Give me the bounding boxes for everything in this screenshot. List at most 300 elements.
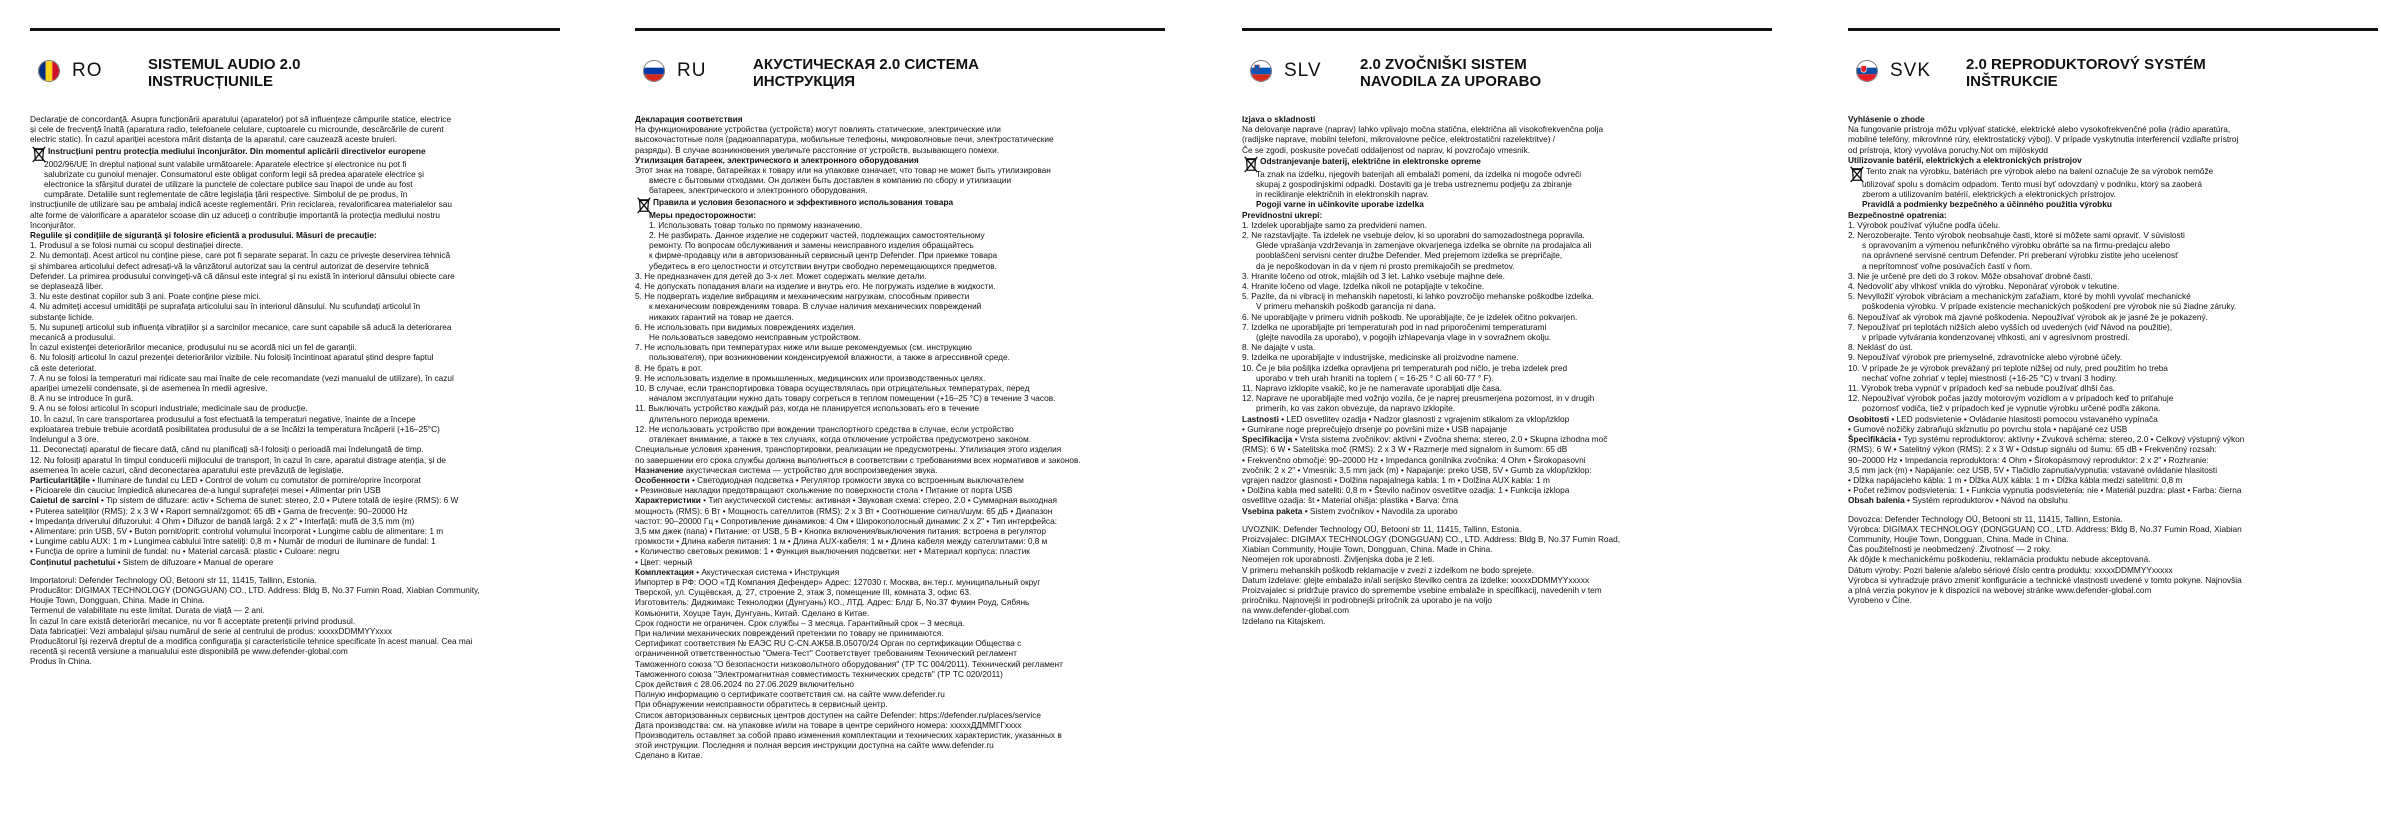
text-line [1848,544,2378,554]
line-text: Сертификат соответствия № ЕАЭС RU C-CN.АЖ58.В.05070/24 Орган по сертификации Общества с [635,638,1022,649]
text-line [635,124,1165,134]
text-line [30,373,560,383]
line-text: înconjurător. [30,219,76,230]
text-line [1848,114,2378,124]
line-text: Срок действия с 28.06.2024 по 27.06.2029 включительно [635,678,854,689]
text-line [30,301,560,311]
line-text: 2. Ne razstavljajte. Ta izdelek ne vsebuje delov, ki so uporabni do samozadostnega popravila. [1242,230,1585,241]
line-text: 7. Izdelka ne uporabljajte pri temperaturah pod in nad priporočenimi temperaturami [1242,321,1547,332]
text-line [635,546,1165,556]
text-line [635,155,1165,165]
text-line [1848,281,2378,291]
text-line [30,444,560,454]
line-text: 8. Не брать в рот. [635,362,703,373]
text-line [635,383,1165,393]
text-line [1848,524,2378,534]
column-header [1242,42,1772,92]
text-line [1242,465,1772,475]
line-text: Osobitosti • LED podsvietenie • Ovládanie hlasitosti pomocou vstavaného vypínača [1848,413,2158,424]
line-text: Срок годности не ограничен. Срок службы – 3 месяца. Гарантийный срок – 3 месяца. [635,617,965,628]
line-text: 10. V prípade že je výrobok prevážaný pri teplote nižšej od nuly, pred použitím ho treba [1848,362,2168,373]
line-text: Список авторизованных сервисных центров доступен на сайте Defender: https://defender.ru/places/service [635,709,1041,720]
line-text: 7. Не использовать при температурах ниже или выше рекомендуемых (см. инструкцию [635,342,972,353]
text-line [1242,444,1772,454]
top-rule [635,28,1165,31]
text-line [1848,373,2378,383]
line-text: 5. Nevylložiť výrobok vibráciam a mechanickým zaťažiam, ktoré by mohli vyvolať mechanické [1848,291,2191,302]
line-text: 1. Produsul a se folosi numai cu scopul destinației directe. [30,240,244,251]
text-line [635,414,1165,424]
text-line [1242,363,1772,373]
line-text: Vsebina paketa • Sistem zvočnikov • Navodila za uporabo [1242,505,1458,516]
line-text: În cazul existenței deteriorărilor mecanice, produsului nu se acordă nici un fel de garanții. [30,342,357,353]
line-text: вместе с бытовыми отходами. Он должен быть доставлен в компанию по сбору и утилизации [649,175,1012,186]
text-line [635,332,1165,342]
text-line [1848,179,2378,189]
text-line [30,585,560,595]
text-line [1848,455,2378,465]
text-line [635,669,1165,679]
text-line [635,322,1165,332]
line-text: Špecifikácia • Typ systému reproduktorov: aktívny • Zvuková schéma: stereo, 2.0 • Celkový výstupný výkon [1848,434,2245,445]
line-text: recentă și recentă versiune a manualului este disponibilă pe www.defender-global.com [30,646,348,657]
line-text: • Picioarele din cauciuc împiedică alunecarea de-a lungul suprafeței mesei • Alimentar prin USB [30,485,381,496]
line-text: că este deteriorat. [30,362,97,373]
line-text: Vyhlásenie o zhode [1848,114,1925,124]
top-rule [1848,28,2378,31]
line-text: Назначение акустическая система — устройство для воспроизведения звука. [635,464,938,475]
text-line [1242,199,1772,209]
text-line [1848,434,2378,444]
line-text: 12. Nepoužívať výrobok počas jazdy motorovým vozidlom a v prípadoch keď to priťahuje [1848,393,2174,404]
line-text: Izdelano na Kitajskem. [1242,615,1326,626]
text-line [1242,605,1772,615]
line-text: Ta znak na izdelku, njegovih baterijah ali embalaži pomeni, da izdelka ni mogoče odvreči [1256,168,1582,179]
slovenia-flag-icon [1250,60,1272,82]
text-line [1848,495,2378,505]
line-text: • Цвет: черный [635,556,693,567]
text-line [635,271,1165,281]
weee-bin-icon [1848,165,1862,179]
text-line [1242,595,1772,605]
title-line-1: АКУСТИЧЕСКАЯ 2.0 СИСТЕМА [753,56,979,73]
text-line [30,595,560,605]
text-line [30,145,560,159]
line-text: Declarație de concordanță. Asupra funcționării aparatului (aparatelor) pot să influențeze câmpurile statice, electrice [30,114,452,124]
line-text: se deplasează liber. [30,281,104,292]
line-text: Ak dôjde k mechanickému poškodeniu, reklamácia produktu nebude akceptovaná. [1848,554,2151,565]
line-text: Тверской, ул. Сущёвская, д. 27, строение 2, этаж 3, помещение III, комната 3, офис 63. [635,587,972,598]
weee-bin-icon [1242,155,1256,169]
line-text: Особенности • Светодиодная подсветка • Регулятор громкости звука со встроенным выключателем [635,474,1024,485]
text-line [30,575,560,585]
line-text: • Gumirane noge preprečujejo drsenje po površini mize • USB napajanje [1242,423,1508,434]
column-body [1848,114,2378,605]
line-text: 10. В случае, если транспортировка товара осуществлялась при отрицательных температурах, перед [635,383,1030,394]
text-line [635,281,1165,291]
line-text: этой инструкции. Последняя и полная версия инструкции доступна на сайте www.defender.ru [635,740,994,751]
line-text: При наличии механических повреждений претензии по товару не принимаются. [635,627,944,638]
text-line [635,373,1165,383]
weee-bin-icon [635,196,649,210]
text-line [30,189,560,199]
text-line [635,185,1165,195]
line-text: • Alimentare: prin USB, 5V • Buton pornit/oprit: controlul volumului încorporat • Lungime cablu de alimentare: 1 m [30,525,444,536]
line-text: • Резиновые накладки предотвращают скольжение по поверхности стола • Питание от порта USB [635,485,1013,496]
line-text: substanțe lichide. [30,311,95,322]
line-text: V primeru mehanskih poškodb garancija ni dana. [1256,301,1436,312]
line-text: началом эксплуатации нужно дать товару согреться в теплом помещении (+16–25 °С) в течение 3 часов. [649,393,1056,404]
line-text: a neprítomnosť voľne posúvačích častí v ňom. [1862,260,2033,271]
line-text: Particularitățile • Iluminare de fundal cu LED • Control de volum cu comutator de pornire/oprire încorporat [30,474,421,485]
line-text: 11. Выключать устройство каждый раз, когда не планируется использовать его в течение [635,403,980,414]
text-line [635,730,1165,740]
line-text: 10. În cazul, în care transportarea produsului a fost efectuată la temperaturi negative, înainte de a începe [30,413,416,424]
text-line [1848,271,2378,281]
text-line [1848,220,2378,230]
text-line [635,393,1165,403]
text-line [635,291,1165,301]
line-text: Pravidlá a podmienky bezpečného a účinného použitia výrobku [1862,199,2112,210]
text-line [1848,145,2378,155]
text-line [30,332,560,342]
line-text: Producătorul își rezervă dreptul de a modifica configurația și caracteristicile tehnice specificate în acest manual. Cea mai [30,635,473,646]
text-line [30,342,560,352]
text-line [30,230,560,240]
title-line-1: 2.0 REPRODUKTOROVÝ SYSTÉM [1966,56,2206,73]
text-line [30,363,560,373]
line-text: 8. Neklásť do úst. [1848,342,1913,353]
line-text: Termenul de valabilitate nu este limitat. Durata de viață — 2 ani. [30,605,265,616]
line-text: Na delovanje naprave (naprav) lahko vplivajo močna statična, električna ali visokofrekvenčna polja [1242,124,1604,135]
text-line [635,587,1165,597]
text-line [1848,312,2378,322]
language-code: RU [677,60,707,81]
text-line [1242,575,1772,585]
text-line [30,526,560,536]
text-line [635,196,1165,210]
spacer [1242,516,1772,524]
line-text: • Frekvenčno območje: 90–20000 Hz • Impedanca gonilnika zvočnika: 4 Ohm • Širokopasovni [1242,454,1586,465]
text-line [635,240,1165,250]
line-text: na www.defender-global.com [1242,605,1349,616]
line-text: Не пользоваться заведомо неисправным устройством. [649,332,861,343]
line-text: Vyrobeno v Číne. [1848,595,1912,606]
line-text: Izjava o skladnosti [1242,114,1316,124]
line-text: Декларация соответствия [635,114,743,124]
text-line [30,626,560,636]
text-line [635,495,1165,505]
text-line [635,455,1165,465]
top-rule [30,28,560,31]
line-text: 7. A nu se folosi la temperaturi mai ridicate sau mai înalte de cele recomandate (vezi manualul de utilizare), în cazul [30,372,454,383]
column-svk [1848,28,2378,833]
line-text: Instrucțiuni pentru protecția mediului înconjurător. Din momentul aplicării directivelor europene [48,145,426,156]
line-text: Дата производства: см. на упаковке и/или на товаре в центре серийного номера: xxxxxДДММГГxxxx [635,719,1022,730]
line-text: • Gumové nožičky zabraňujú skĺznutiu po povrchu stola • napájané cez USB [1848,423,2128,434]
text-line [1242,291,1772,301]
line-text: zberom a utilizovaním batérií, elektrických a elektronických prístrojov. [1862,189,2116,200]
line-text: 1. Výrobok používať výlučne podľa účelu. [1848,219,2001,230]
text-line [1242,434,1772,444]
line-text: 6. Ne uporabljajte v primeru vidnih poškodb. Ne uporabljajte, če je izdelek očitno pokvarjen. [1242,311,1578,322]
line-text: Čas použiteľnosti je neobmedzený. Životnosť — 2 roky. [1848,544,2052,555]
text-line [635,403,1165,413]
line-text: Tento znak na výrobku, batériách pre výrobok alebo na balení označuje že sa výrobok nemôže [1866,166,2214,177]
line-text: da je nepoškodovan in da v njem ni prosto premikajočih se predmetov. [1256,260,1515,271]
text-line [635,465,1165,475]
line-text: Výrobca: DIGIMAX TECHNOLOGY (DONGGUAN) CO., LTD. Address: Bldg B, No.37 Fumin Road, Xiabian [1848,523,2242,534]
text-line [30,536,560,546]
line-text: Lastnosti • LED osvetlitev ozadja • Nadzor glasnosti z vgrajenim stikalom za vklop/izklop [1242,413,1570,424]
text-line [1848,210,2378,220]
line-text: 2. Nerozoberajte. Tento výrobok neobsahuje časti, ktoré si môžete sami opraviť. V súvislosti [1848,230,2185,241]
text-line [30,475,560,485]
text-line [30,124,560,134]
line-text: (glejte navodila za uporabo), v pogojih izhlapevanja vlage in v sovražnem okolju. [1256,332,1552,343]
line-text: asemenea în acele cazuri, când deconectarea aparatului este prevăzută de legislație. [30,464,344,475]
text-line [30,434,560,444]
line-text: батареек, электрического и электронного оборудования. [649,185,868,196]
line-text: v prípade vytvárania kondenzovanej vlhkosti, ani v agresívnom prostredí. [1862,332,2130,343]
text-line [635,230,1165,240]
line-text: пользователя), при возникновении конденсируемой влажности, а также в агрессивной среде. [649,352,1010,363]
text-line [1848,414,2378,424]
line-text: Bezpečnostné opatrenia: [1848,209,1947,220]
column-body [30,114,560,667]
text-line [1848,465,2378,475]
line-text: 11. Deconectați aparatul de fiecare dată, când nu planificați să-l folosiți o perioadă mai îndelungată de timp. [30,444,424,455]
line-text: 9. Nepoužívať výrobok pre priemyselné, zdravotnícke alebo výrobné účely. [1848,352,2123,363]
title-line-1: 2.0 ZVOČNIŠKI SISTEM [1360,56,1527,73]
text-line [30,605,560,615]
line-text: Изготовитель: Диджимакс Текнолоджи (Дунгуань) КО., ЛТД. Адрес: Блдг Б, No.37 Фумин Роуд, Сябянь [635,597,1030,608]
text-line [1242,189,1772,199]
line-text: îndelungul a 3 ore. [30,434,99,445]
line-text: Таможенного союза "О безопасности низковольтного оборудования" (ТР ТС 004/2011). Технический регламент [635,658,1063,669]
text-line [1242,281,1772,291]
line-text: salubrizate cu gunoiul menajer. Consumatorul este obligat conform legii să predea aparatele electrice și [44,168,425,179]
text-line [1848,230,2378,240]
column-header [30,42,560,92]
line-text: in recikliranje električnih in elektronskih naprav. [1256,189,1429,200]
text-line [1848,475,2378,485]
line-text: Dátum výroby: Pozri balenie a/alebo sériové číslo centra produktu: xxxxxDDMMYYxxxxx [1848,564,2173,575]
text-line [1848,565,2378,575]
line-text: к механическим повреждениям товара. В случае наличия механических повреждений [649,301,982,312]
text-line [1848,342,2378,352]
text-line [635,363,1165,373]
text-line [1848,554,2378,564]
line-text: • Puterea sateliților (RMS): 2 x 3 W • Raport semnal/zgomot: 65 dB • Gama de frecvențe: 90–20000 Hz [30,505,408,516]
line-text: громкости • Длина кабеля питания: 1 м • Длина AUX-кабеля: 1 м • Длина кабеля между сателлитами: 0,8 м [635,536,1048,547]
text-line [1242,230,1772,240]
line-text: • Lungime cablu AUX: 1 m • Lungimea cablului între sateliți: 0,8 m • Număr de moduri de iluminare de fundal: 1 [30,536,436,547]
text-line [635,114,1165,124]
spacer [1848,506,2378,514]
line-text: exploatarea trebuie trebuie acordată posibilitatea produsului de a se încălzi la temperatura încăperii (+16–25°C) [30,423,440,434]
line-text: длительного периода времени. [649,413,770,424]
text-line [1242,585,1772,595]
text-line [635,301,1165,311]
line-text: Na fungovanie prístroja môžu vplývať statické, elektrické alebo vysokofrekvenčné polia (rádio aparatúra, [1848,124,2231,135]
line-text: skupaj z gospodinjskimi odpadki. Dostaviti ga je treba ustreznemu podjetju za zbiranje [1256,179,1572,190]
text-line [30,546,560,556]
line-text: Утилизация батареек, электрического и электронного оборудования [635,154,919,165]
line-text: 9. Не использовать изделие в промышленных, медицинских или производственных целях. [635,372,986,383]
text-line [30,465,560,475]
line-text: mobilné telefóny, mikrovlnné rúry, elektrostatický výboj). V prípade vyskytnutia interferencií vzdiaľte prístroj [1848,134,2239,145]
text-line [1242,383,1772,393]
text-line [30,322,560,332]
line-text: высокочастотные поля (радиоаппаратура, мобильные телефоны, микроволновые печи, электростатические [635,134,1054,145]
line-text: V primeru mehanskih poškodb reklamacije v zvezi z izdelkom ne bodo sprejete. [1242,564,1534,575]
text-line [635,720,1165,730]
text-line [635,220,1165,230]
line-text: 6. Nepoužívať ak výrobok má zjavné poškodenia. Nepoužívať výrobok ak je jasné že je pokazený. [1848,311,2208,322]
text-line [1848,534,2378,544]
line-text: pooblaščeni servisni center družbe Defender. Med prejemom izdelka se prepričajte, [1256,250,1563,261]
line-text: мощность (RMS): 6 Вт • Мощность сателлитов (RMS): 2 x 3 Вт • Соотношение сигнал/шум: 65 дБ • Диапазон [635,505,1053,516]
text-line [635,679,1165,689]
text-line [30,616,560,626]
line-text: uporabo v treh urah hraniti na toplem ( ≈ 16-25 ° C ali 60-77 ° F). [1256,372,1494,383]
line-text: și cele de frecvență înaltă (aparatura radio, telefoanele celulare, cuptoarele cu microunde, descărcările de curent [30,124,444,135]
line-text: cumpărate. Detaliile sunt reglementate de către legislația țării respective. Simbolul de pe produs, în [44,189,408,200]
text-line [1848,322,2378,332]
text-line [30,159,560,169]
line-text: În cazul în care există deteriorări mecanice, nu vor fi acceptate pretenții privind produsul. [30,615,356,626]
text-line [1848,240,2378,250]
text-line [1848,291,2378,301]
line-text: 8. A nu se introduce în gură. [30,393,134,404]
column-slv [1242,28,1772,833]
title-line-1: SISTEMUL AUDIO 2.0 [148,56,301,73]
text-line [1242,534,1772,544]
line-text: 4. Не допускать попадания влаги на изделие и внутрь его. Не погружать изделие в жидкости. [635,281,996,292]
text-line [30,271,560,281]
text-line [1848,485,2378,495]
text-line [1848,189,2378,199]
line-text: 6. Не использовать при видимых повреждениях изделия. [635,321,856,332]
russia-flag-icon [643,60,665,82]
text-line [1242,342,1772,352]
line-text: 5. Pazite, da ni vibracij in mehanskih napetosti, ki lahko povzročijo mehanske poškodbe izdelka. [1242,291,1594,302]
text-line [1242,485,1772,495]
line-text: Комплектация • Акустическая система • Инструкция [635,566,840,577]
text-line [635,526,1165,536]
slovakia-flag-icon [1856,60,1878,82]
text-line [1242,393,1772,403]
line-text: Odstranjevanje baterij, električne in elektronske opreme [1260,156,1481,166]
text-line [30,114,560,124]
text-line [1848,155,2378,165]
line-text: Community, Houjie Town, Dongguan, China. Made in China. [1848,533,2069,544]
text-line [1242,301,1772,311]
text-line [30,199,560,209]
line-text: При обнаружении неисправности обратитесь в сервисный центр. [635,699,888,710]
line-text: Importatorul: Defender Technology OÜ, Betooni str 11, 11415, Tallinn, Estonia. [30,574,317,585]
text-line [635,577,1165,587]
text-line [1848,199,2378,209]
line-text: • Dĺžka napájacieho kábla: 1 m • Dĺžka AUX kábla: 1 m • Dĺžka kábla medzi satelitmi: 0,8 m [1848,474,2183,485]
text-line [635,608,1165,618]
line-text: Defender. La primirea produsului convingeți-vă că dânsul este integral și nu există în interiorul dânsului obiecte care [30,270,455,281]
text-line [1242,169,1772,179]
spacer [30,567,560,575]
text-line [1848,352,2378,362]
line-text: Полную информацию о сертификате соответствия см. на сайте www.defender.ru [635,689,945,700]
text-line [1242,155,1772,169]
line-text: Специальные условия хранения, транспортировки, реализации не предусмотрены. Утилизация этого изделия [635,444,1062,455]
text-line [635,352,1165,362]
text-line [635,485,1165,495]
text-line [635,210,1165,220]
line-text: Conținutul pachetului • Sistem de difuzoare • Manual de operare [30,556,274,567]
text-line [1848,124,2378,134]
column-header [1848,42,2378,92]
text-line [1848,383,2378,393]
text-line [30,312,560,322]
text-line [1242,271,1772,281]
text-line [1242,179,1772,189]
text-line [635,710,1165,720]
line-text: Če se zgodi, poskusite povečati oddaljenost od naprav, ki povzročajo vmesnik. [1242,144,1531,155]
text-line [635,750,1165,760]
text-line [30,403,560,413]
line-text: 1. Использовать товар только по прямому назначению. [649,219,863,230]
line-text: • Количество световых режимов: 1 • Функция выключения подсветки: нет • Материал корпуса: пластик [635,546,1030,557]
line-text: • Impedanța driverului difuzorului: 4 Ohm • Difuzor de bandă largă: 2 x 2" • Interfață: mufă de 3,5 mm (m) [30,515,415,526]
line-text: Производитель оставляет за собой право изменения комплектации и технических характеристик, указанных в [635,729,1062,740]
line-text: electric static). În cazul apariției acestora mărit distanța de la aparatul, care cauzează aceste bruieri. [30,134,398,145]
text-line [30,179,560,189]
text-line [1242,261,1772,271]
line-text: 5. Не подвергать изделие вибрациям и механическим нагрузкам, способным привести [635,291,970,302]
text-line [635,261,1165,271]
text-line [635,740,1165,750]
top-rule [1242,28,1772,31]
text-line [1848,165,2378,179]
line-text: Výrobca si vyhradzuje právo zmeniť konfigurácie a technické vlastnosti uvedené v tomto pokyne. Najnovšia [1848,574,2242,585]
line-text: разряды). В случае возникновения увеличьте расстояние от устройств, вызывающего помехи. [635,144,1000,155]
line-text: poškodenia výrobku. V prípade existencie mechanických poškodení pre výrobok nie sú žiadne záruky. [1862,301,2237,312]
text-line [1242,524,1772,534]
language-code: SLV [1284,60,1322,81]
column-title [1966,56,2206,90]
line-text: Сделано в Китае. [635,750,703,761]
line-text: к фирме-продавцу или в авторизованный сервисный центр Defender. При приемке товара [649,250,998,261]
text-line [1242,414,1772,424]
line-text: убедитесь в его целостности и отсутствии внутри свободно перемещающихся предметов. [649,260,997,271]
romania-flag-icon [38,60,60,82]
line-text: Producător: DIGIMAX TECHNOLOGY (DONGGUAN) CO., LTD. Address: Bldg B, No.37 Fumin Road, Xiabian Community, [30,584,480,595]
text-line [635,567,1165,577]
text-line [635,424,1165,434]
line-text: Previdnostni ukrepi: [1242,209,1323,220]
text-line [635,165,1165,175]
text-line [635,175,1165,185]
text-line [1242,565,1772,575]
line-text: (radijske naprave, mobilni telefoni, mikrovalovne pečice, elektrostatični razelektritve) / [1242,134,1556,145]
text-line [635,312,1165,322]
line-text: Caietul de sarcini • Tip sistem de difuzare: activ • Schema de sunet: stereo, 2.0 • Putere totală de ieșire (RMS): 6 W [30,495,459,506]
column-ru [635,28,1165,833]
line-text: vgrajen nadzor glasnosti • Dolžina napajalnega kabla: 1 m • Dolžina AUX kabla: 1 m [1242,474,1550,485]
text-line [1242,312,1772,322]
text-line [1242,506,1772,516]
line-text: Pogoji varne in učinkovite uporabe izdelka [1256,199,1424,210]
